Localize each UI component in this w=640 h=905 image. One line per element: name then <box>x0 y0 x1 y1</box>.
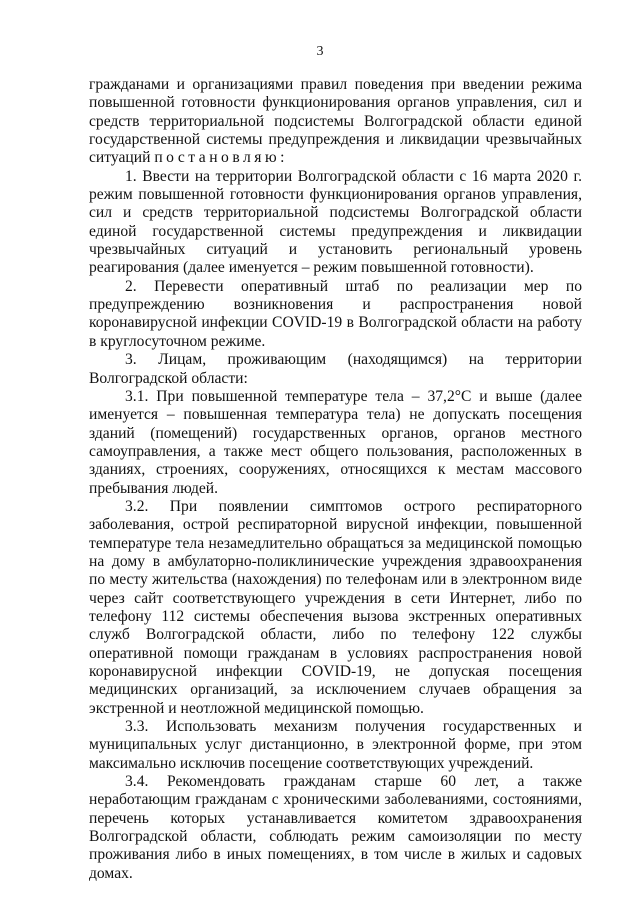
page-number: 3 <box>316 44 324 59</box>
paragraph-3-1: 3.1. При повышенной температуре тела – 37,2°С и выше (далее именуется – повышенная температура тела) не допускать посещения зданий (помещений) государственных органов, органов местного самоуправления, а также мест общего пользования, расположенных в зданиях, строениях, сооружениях, относящихся к местам массового пребывания людей. <box>89 387 582 497</box>
paragraph-3-2: 3.2. При появлении симптомов острого респираторного заболевания, острой респираторной вирусной инфекции, повышенной температуре тела незамедлительно обращаться за медицинской помощью на дому в амбулаторно-поликлинические учреждения здравоохранения по месту жительства (нахождения) по телефонам или в электронном виде через сайт соответствующего учреждения в сети Интернет, либо по телефону 112 системы обеспечения вызова экстренных оперативных служб Волгоградской области, либо по телефону 122 службы оперативной помощи гражданам в условиях распространения новой коронавирусной инфекции COVID-19, не допуская посещения медицинских организаций, за исключением случаев обращения за экстренной и неотложной медицинской помощью. <box>89 497 582 717</box>
paragraph-3-4: 3.4. Рекомендовать гражданам старше 60 лет, а также неработающим гражданам с хроническими заболеваниями, состояниями, перечень которых устанавливается комитетом здравоохранения Волгоградской области, соблюдать режим самоизоляции по месту проживания либо в иных помещениях, в том числе в жилых и садовых домах. <box>89 773 582 882</box>
document-body <box>89 76 582 883</box>
paragraph-3: 3. Лицам, проживающим (находящимся) на территории Волгоградской области: <box>89 351 582 387</box>
paragraph-2: 2. Перевести оперативный штаб по реализации мер по предупреждению возникновения и распространения новой коронавирусной инфекции COVID-19 в Волгоградской области на работу в круглосуточном режиме. <box>89 277 582 350</box>
paragraph-3-3: 3.3. Использовать механизм получения государственных и муниципальных услуг дистанционно, в электронной форме, при этом максимально исключив посещение соответствующих учреждений. <box>89 718 582 772</box>
intro-paragraph <box>89 76 582 168</box>
decree-keyword: постановляю <box>154 149 281 167</box>
intro-colon: : <box>280 149 285 167</box>
paragraph-1: 1. Ввести на территории Волгоградской области с 16 марта 2020 г. режим повышенной готовности функционирования органов управления, сил и средств территориальной подсистемы Волгоградской области единой государственной системы предупреждения и ликвидации чрезвычайных ситуаций и установить региональный уровень реагирования (далее именуется – режим повышенной готовности). <box>89 167 582 277</box>
intro-text: гражданами и организациями правил поведения при введении режима повышенной готовности функционирования органов управления, сил и средств территориальной подсистемы Волгоградской области единой государственной системы предупреждения и ликвидации чрезвычайных ситуаций <box>89 76 582 167</box>
